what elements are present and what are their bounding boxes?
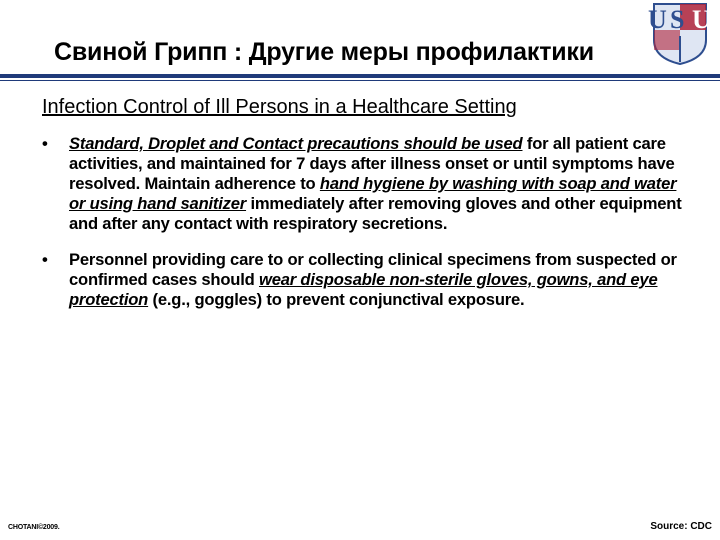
bullet-marker: • — [42, 250, 48, 269]
bullet-list — [42, 134, 682, 326]
bullet-item — [42, 250, 682, 310]
bullet-text-segment: (e.g., goggles) to prevent conjunctival exposure. — [148, 290, 525, 309]
bullet-text-segment: Standard, Droplet and Contact precautions should be used — [69, 134, 523, 153]
svg-text:U: U — [692, 5, 711, 34]
bullet-text-segment: for all patient care activities, and maintained for 7 days after illness onset or until symptoms have resolved. Maintain adherence to — [69, 134, 675, 193]
copyright-footer: CHOTANI©2009. — [8, 524, 60, 531]
bullet-marker: • — [42, 134, 48, 153]
bullet-item — [42, 134, 682, 234]
bullet-text-segment: immediately after removing gloves and other equipment and after any contact with respiratory secretions. — [69, 194, 682, 233]
svg-text:U: U — [648, 5, 667, 34]
bullet-text-segment: wear disposable non-sterile gloves, gowns, and eye protection — [69, 270, 658, 309]
slide-subheading: Infection Control of Ill Persons in a Healthcare Setting — [42, 96, 517, 118]
bullet-text-segment: hand hygiene by washing with soap and water or using hand sanitizer — [69, 174, 677, 213]
bullet-text-segment: Personnel providing care to or collecting clinical specimens from suspected or confirmed cases should — [69, 250, 677, 289]
svg-text:S: S — [670, 5, 685, 34]
slide-title: Свиной Грипп : Другие меры профилактики — [54, 38, 594, 66]
source-footer: Source: CDC — [650, 521, 712, 532]
title-divider-thin — [0, 80, 720, 81]
title-divider-thick — [0, 74, 720, 78]
